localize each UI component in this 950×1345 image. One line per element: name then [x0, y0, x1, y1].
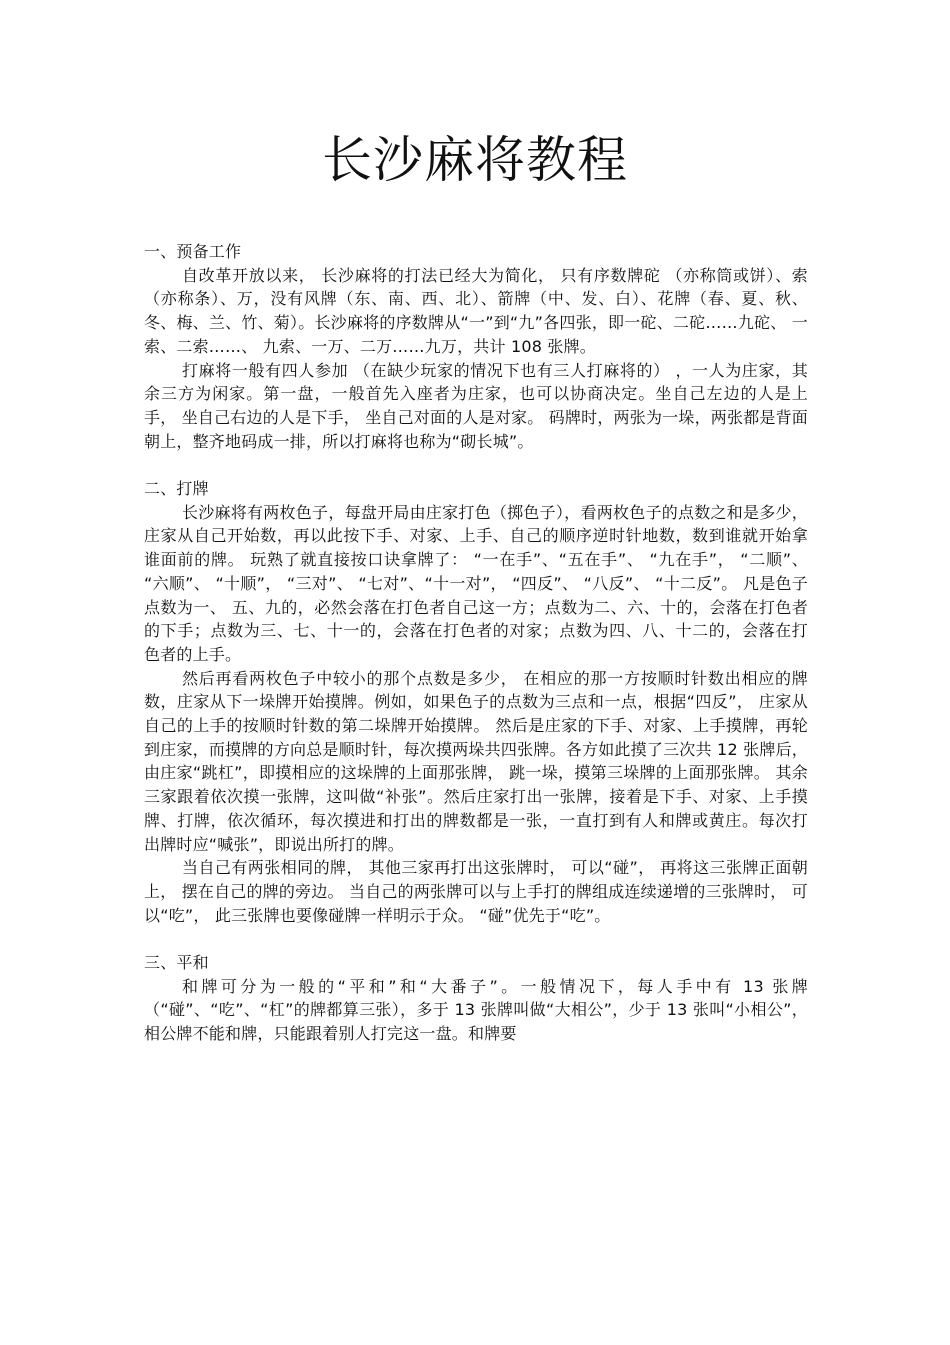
paragraph: 和牌可分为一般的“平和”和“大番子”。一般情况下，每人手中有 13 张牌（“碰”、“吃”、“杠”的牌都算三张），多于 13 张牌叫做“大相公”，少于 13 张叫“小相公”，相公牌不能和牌，只能跟着别人打完这一盘。和牌要 [144, 976, 808, 1044]
section-preparation [144, 240, 808, 453]
paragraph: 长沙麻将有两枚色子，每盘开局由庄家打色（掷色子），看两枚色子的点数之和是多少，庄家从自己开始数，再以此按下手、对家、上手、自己的顺序逆时针地数，数到谁就开始拿谁面前的牌。 玩熟了就直接按口诀拿牌了： “一在手”、“五在手”、 “九在手”， “二顺”、 “六顺”、 “十顺”， “三对”、 “七对”、“十一对”， “四反”、 “八反”、 “十二反”。 凡是色子点数为一、 五、九的，必然会落在打色者自己这一方；点数为二、六、十的，会落在打色者的下手；点数为三、七、十一的，会落在打色者的对家；点数为四、八、十二的，会落在打色者的上手。 [144, 502, 808, 664]
section-heading: 三、平和 [144, 953, 209, 973]
paragraph: 当自己有两张相同的牌， 其他三家再打出这张牌时， 可以“碰”， 再将这三张牌正面朝上， 摆在自己的牌的旁边。 当自己的两张牌可以与上手打的牌组成连续递增的三张牌时， 可以“吃”， 此三张牌也要像碰牌一样明示于众。 “碰”优先于“吃”。 [144, 858, 808, 925]
section-heading: 一、预备工作 [144, 242, 242, 261]
section-winning [144, 951, 808, 1046]
paragraph: 打麻将一般有四人参加 （在缺少玩家的情况下也有三人打麻将的） ，一人为庄家，其余三方为闲家。第一盘，一般首先入座者为庄家，也可以协商决定。坐自己左边的人是上手， 坐自己右边的人是下手， 坐自己对面的人是对家。 码牌时，两张为一垛，两张都是背面朝上，整齐地码成一排，所以打麻将也称为“砌长城”。 [144, 360, 808, 451]
section-playing [144, 477, 808, 927]
section-heading: 二、打牌 [144, 479, 209, 499]
section-gap [144, 453, 808, 477]
document-body [144, 240, 808, 1046]
paragraph: 自改革开放以来， 长沙麻将的打法已经大为简化， 只有序数牌砣 （亦称筒或饼）、索（亦称条）、万，没有风牌（东、南、西、北）、箭牌（中、发、白）、花牌（春、夏、秋、冬、梅、兰、竹、菊）。长沙麻将的序数牌从“一”到“九”各四张，即一砣、二砣……九砣、 一索、二索……、 九索、一万、二万……九万，共计 108 张牌。 [144, 265, 808, 356]
section-gap [144, 927, 808, 951]
paragraph: 然后再看两枚色子中较小的那个点数是多少， 在相应的那一方按顺时针数出相应的牌数，庄家从下一垛牌开始摸牌。例如，如果色子的点数为三点和一点，根据“四反”， 庄家从自己的上手的按顺时针数的第二垛牌开始摸牌。 然后是庄家的下手、对家、上手摸牌，再轮到庄家，而摸牌的方向总是顺时针，每次摸两垛共四张牌。各方如此摸了三次共 12 张牌后，由庄家“跳杠”，即摸相应的这垛牌的上面那张牌， 跳一垛，摸第三垛牌的上面那张牌。 其余三家跟着依次摸一张牌，这叫做“补张”。然后庄家打出一张牌，接着是下手、对家、上手摸牌、打牌，依次循环，每次摸进和打出的牌数都是一张，一直打到有人和牌或黄庄。每次打出牌时应“喊张”，即说出所打的牌。 [144, 668, 808, 854]
document-title: 长沙麻将教程 [322, 131, 628, 189]
